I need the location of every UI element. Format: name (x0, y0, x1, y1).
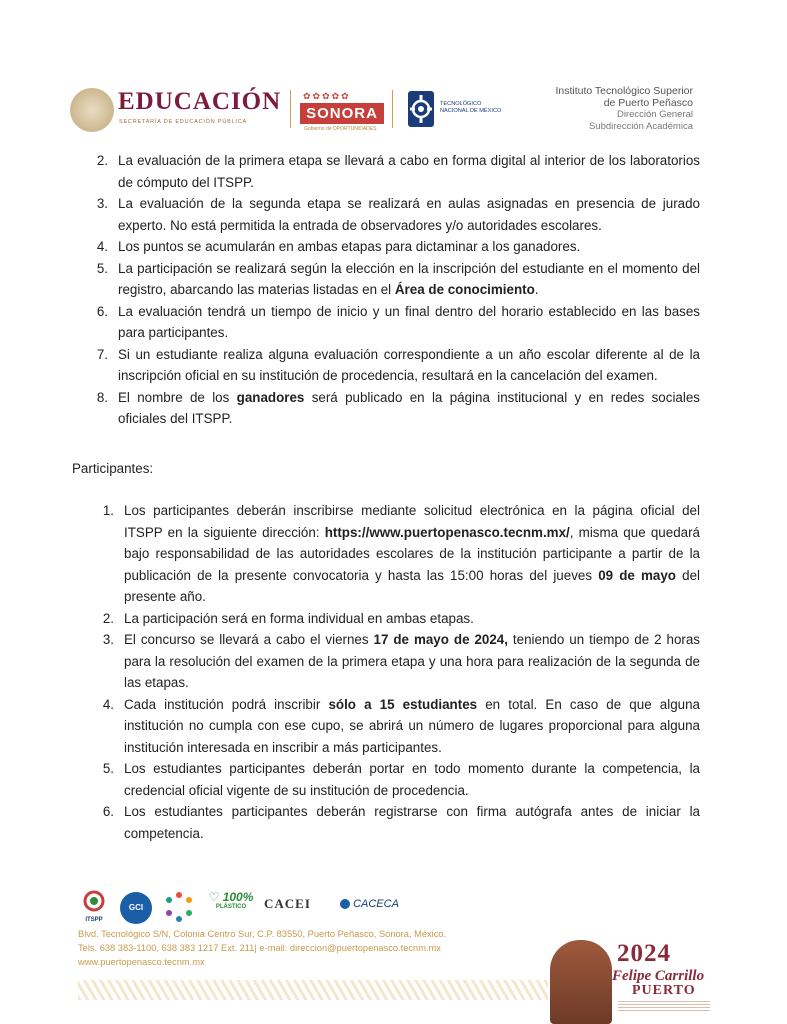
accreditation-logos (78, 890, 418, 928)
list-text: Los participantes deberán inscribirse mediante solicitud electrónica en la página oficial del ITSPP en la siguiente dirección: (124, 503, 700, 540)
sonora-logo: SONORA (300, 103, 384, 124)
caceca-text: CACECA (353, 898, 399, 910)
list-text: La participación se realizará según la elección en la inscripción del estudiante en el momento del registro, abarcando las materias listadas en el (118, 260, 700, 297)
list-item (72, 629, 700, 694)
bold-text: 09 de mayo (598, 567, 676, 583)
list-item (72, 500, 700, 608)
bold-text: Área de conocimiento (394, 282, 535, 297)
mexico-seal-icon (70, 88, 114, 132)
list-number: 1. (102, 503, 114, 518)
sonora-subtitle: Gobierno de OPORTUNIDADES (304, 126, 377, 132)
plastic-text: PLÁSTICO (215, 904, 247, 910)
list-text: El concurso se llevará a cabo el viernes (124, 632, 374, 647)
anniversary-fineprint (618, 1001, 710, 1013)
list-item (72, 608, 700, 630)
anniversary-year: 2024 (617, 940, 671, 967)
bold-text: sólo a 15 estudiantes (328, 696, 478, 712)
caceca-circle-icon (340, 899, 350, 909)
list-item (72, 758, 700, 801)
footer-ornament (78, 980, 548, 1000)
list-text: Cada institución podrá inscribir (124, 696, 329, 712)
gci-logo: GCI (120, 892, 152, 924)
bold-text: 17 de mayo de 2024, (373, 632, 508, 647)
plastic-free-logo (206, 890, 256, 910)
evaluation-rules-list (72, 150, 700, 430)
heart-icon: ♡ 100% (208, 890, 254, 904)
itspp-logo-text: ITSPP (85, 917, 103, 923)
list-number: 3. (102, 632, 114, 647)
list-text: será publicado en la página institucional y en redes sociales oficiales del ITSPP. (118, 389, 700, 426)
itspp-emblem-icon (81, 890, 107, 912)
header-divider (392, 90, 393, 128)
anniversary-name: Felipe Carrillo (612, 968, 705, 984)
cacei-logo: CACEI (264, 896, 311, 911)
list-item (72, 301, 700, 344)
page-header (0, 0, 787, 150)
anniversary-lastname: PUERTO (632, 983, 696, 998)
list-text: La evaluación de la primera etapa se llevará a cabo en forma digital al interior de los laboratorios de cómputo del ITSPP. (118, 153, 700, 190)
list-item (72, 193, 700, 236)
header-divider (290, 90, 291, 128)
tecnm-logo-text (440, 101, 501, 115)
itspp-logo (78, 890, 110, 923)
list-text: . (534, 282, 539, 297)
list-item (72, 344, 700, 387)
list-number: 6. (102, 804, 114, 819)
bold-text: ganadores (236, 389, 305, 405)
list-number: 3. (96, 196, 108, 211)
institution-name: Instituto Tecnológico Superior (555, 85, 693, 97)
list-number: 4. (102, 696, 114, 712)
list-number: 4. (96, 239, 108, 254)
list-number: 6. (96, 303, 108, 319)
institution-block (555, 85, 693, 133)
contact-block (78, 927, 446, 969)
list-item (72, 694, 700, 759)
list-number: 7. (96, 346, 108, 362)
registration-url: https://www.puertopenasco.tecnm.mx/ (324, 524, 570, 540)
sonora-flowers-icon: ✿✿✿✿✿ (303, 91, 351, 101)
list-text: Los puntos se acumularán en ambas etapas para dictaminar a los ganadores. (118, 239, 581, 254)
list-text: en total. En caso de que alguna institución no cumpla con ese cupo, se abrirá un número de lugares proporcional para alguna institución interesada en inscribir a más participantes. (124, 696, 700, 755)
list-number: 5. (102, 761, 114, 776)
list-text: La evaluación de la segunda etapa se realizará en aulas asignadas en presencia de jurado experto. No está permitida la entrada de observadores y/o autoridades escolares. (118, 196, 700, 233)
participants-list (72, 500, 700, 844)
list-text: Los estudiantes participantes deberán portar en todo momento durante la competencia, la credencial oficial vigente de su institución de procedencia. (124, 761, 700, 798)
list-number: 5. (96, 260, 108, 276)
list-text: La participación será en forma individual en ambas etapas. (124, 610, 474, 626)
tecnm-gear-icon (406, 89, 436, 129)
document-body (72, 150, 700, 844)
list-text: Si un estudiante realiza alguna evaluación correspondiente a un año escolar diferente al de la inscripción oficial en su institución de procedencia, resultará en la cancelación del examen. (118, 346, 700, 383)
list-number: 8. (96, 389, 108, 405)
list-item (72, 387, 700, 430)
felipe-carrillo-portrait-icon (550, 940, 612, 1024)
institution-subdepartment: Subdirección Académica (588, 121, 693, 132)
participants-heading: Participantes: (72, 460, 154, 476)
institution-department: Dirección General (616, 109, 693, 120)
list-number: 2. (96, 153, 108, 168)
plastic-percent: 100% (222, 890, 254, 904)
list-number: 2. (102, 610, 114, 626)
caceca-logo (340, 898, 412, 910)
list-item (72, 236, 700, 258)
page-footer (0, 880, 787, 1024)
tecnm-line1: TECNOLÓGICO (440, 101, 482, 107)
address-line: Blvd. Tecnológico S/N, Colonia Centro Sur, C.P. 83550, Puerto Peñasco, Sonora, México. (78, 929, 447, 939)
education-subtitle: SECRETARÍA DE EDUCACIÓN PÚBLICA (119, 119, 247, 125)
list-text: del presente año. (124, 567, 700, 604)
education-logo: EDUCACIÓN (118, 88, 282, 115)
list-text: El nombre de los (118, 389, 237, 405)
institution-location: de Puerto Peñasco (603, 97, 693, 109)
website-line: www.puertopenasco.tecnm.mx (78, 957, 205, 967)
phone-email-line: Tels. 638 383-1100, 638 383 1217 Ext. 211| e-mail: direccion@puertopenasco.tecnm.mx (78, 943, 441, 953)
tecnm-line2: NACIONAL DE MÉXICO (440, 108, 502, 114)
list-text: , misma que quedará bajo responsabilidad de las autoridades escolares de la institución participante a partir de la publicación de la presente convocatoria y hasta las 15:00 horas del jueves (124, 524, 700, 583)
list-text: Los estudiantes participantes deberán registrarse con firma autógrafa antes de iniciar la competencia. (124, 804, 700, 841)
list-item (72, 801, 700, 844)
list-text: La evaluación tendrá un tiempo de inicio y un final dentro del horario establecido en las bases para participantes. (118, 303, 700, 340)
list-text: teniendo un tiempo de 2 horas para la resolución del examen de la primera etapa y una hora para realización de la segunda de las etapas. (124, 632, 700, 690)
list-item (72, 150, 700, 193)
colorful-ring-icon (162, 890, 196, 924)
list-item (72, 258, 700, 301)
